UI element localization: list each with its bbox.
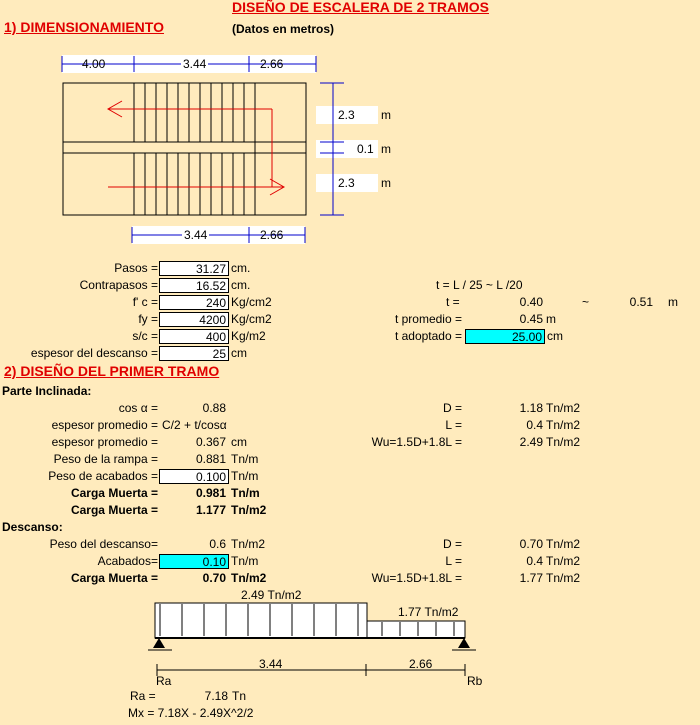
page-title: DISEÑO DE ESCALERA DE 2 TRAMOS (232, 0, 489, 15)
carga-muerta-unit: Tn/m (231, 486, 260, 500)
input-label-contrapasos: Contrapasos = (79, 278, 158, 292)
descanso-carga-muerta-label: Carga Muerta = (70, 571, 158, 585)
dim-right-2: 0.1 (357, 142, 374, 156)
landing-d-value: 0.70 (519, 537, 543, 551)
dim-top-1: 4.00 (82, 57, 106, 71)
dim-top-3: 2.66 (260, 57, 284, 71)
dim-bottom-1: 3.44 (184, 228, 208, 242)
carga-muerta-label: Carga Muerta = (70, 486, 158, 500)
descanso-carga-muerta-unit: Tn/m2 (231, 571, 267, 585)
input-label-sc: s/c = (132, 329, 158, 343)
peso-acabados-input[interactable]: 0.100 (159, 469, 229, 484)
contrapasos-unit: cm. (231, 278, 251, 292)
inclined-d-value: 1.18 (519, 401, 543, 415)
acabados-unit: Tn/m (231, 554, 259, 568)
dim-right-1-unit: m (381, 108, 391, 122)
espesor-descanso-unit: cm (231, 346, 247, 360)
inclined-wu-value: 2.49 (519, 435, 543, 449)
landing-d-unit: Tn/m2 (546, 537, 581, 551)
peso-rampa-value: 0.881 (195, 452, 226, 466)
ra-result-label: Ra = (130, 689, 156, 703)
t-adoptado-input[interactable]: 25.00 (465, 329, 545, 344)
input-label-fc: f' c = (132, 295, 158, 309)
peso-rampa-unit: Tn/m (231, 452, 259, 466)
t-promedio-value: 0.45 (519, 312, 543, 326)
landing-wu-value: 1.77 (519, 571, 543, 585)
t-promedio-unit: m (546, 312, 556, 326)
beam-load-1-label: 2.49 Tn/m2 (241, 588, 302, 602)
sc-input[interactable]: 400 (159, 329, 229, 344)
inclined-wu-unit: Tn/m2 (546, 435, 581, 449)
espesor-promedio-unit: cm (231, 435, 247, 449)
t-adoptado-unit: cm (547, 329, 563, 343)
carga-muerta-value: 0.981 (195, 486, 226, 500)
fy-unit: Kg/cm2 (231, 312, 272, 326)
inclined-wu-label: Wu=1.5D+1.8L = (371, 435, 462, 449)
landing-l-label: L = (445, 554, 462, 568)
beam-span-1: 3.44 (259, 657, 283, 671)
support-ra-label: Ra (156, 674, 172, 688)
ra-result-value: 7.18 (204, 689, 228, 703)
dim-right-3-unit: m (381, 176, 391, 190)
espesor-promedio-label-2: espesor promedio = (51, 435, 158, 449)
acabados-label: Acabados= (97, 554, 158, 568)
cos-alpha-value: 0.88 (202, 401, 226, 415)
espesor-descanso-input[interactable]: 25 (159, 346, 229, 361)
units-note: (Datos en metros) (232, 22, 335, 36)
dim-right-3: 2.3 (338, 176, 355, 190)
dim-bottom-2: 2.66 (260, 228, 284, 242)
espesor-promedio-label: espesor promedio = (51, 418, 158, 432)
t-max-value: 0.51 (629, 295, 653, 309)
support-rb-label: Rb (467, 674, 483, 688)
fc-input[interactable]: 240 (159, 295, 229, 310)
ra-result-unit: Tn (232, 689, 247, 703)
peso-descanso-label: Peso del descanso= (49, 537, 158, 551)
descanso-heading: Descanso: (2, 520, 63, 534)
landing-d-label: D = (442, 537, 462, 551)
beam-span-2: 2.66 (409, 657, 433, 671)
parte-inclinada-heading: Parte Inclinada: (2, 384, 92, 398)
descanso-carga-muerta-value: 0.70 (202, 571, 226, 585)
inclined-l-label: L = (445, 418, 462, 432)
peso-descanso-unit: Tn/m2 (231, 537, 266, 551)
cos-alpha-label: cos α = (118, 401, 158, 415)
peso-descanso-value: 0.6 (209, 537, 226, 551)
sc-unit: Kg/m2 (231, 329, 266, 343)
t-unit: m (668, 295, 678, 309)
landing-wu-unit: Tn/m2 (546, 571, 581, 585)
carga-muerta-unit-2: Tn/m2 (231, 503, 267, 517)
beam-load-2-label: 1.77 Tn/m2 (398, 605, 459, 619)
input-label-fy: fy = (138, 312, 158, 326)
landing-l-value: 0.4 (526, 554, 543, 568)
peso-acabados-label: Peso de acabados = (48, 469, 158, 483)
dim-right-1: 2.3 (338, 108, 355, 122)
inclined-d-unit: Tn/m2 (546, 401, 581, 415)
dim-top-2: 3.44 (183, 57, 207, 71)
input-label-pasos: Pasos = (114, 261, 158, 275)
t-tilde: ~ (582, 295, 590, 309)
inclined-d-label: D = (442, 401, 462, 415)
carga-muerta-value-2: 1.177 (195, 503, 226, 517)
dim-right-2-unit: m (381, 142, 391, 156)
landing-wu-label: Wu=1.5D+1.8L = (371, 571, 462, 585)
t-adoptado-label: t adoptado = (394, 329, 462, 343)
peso-acabados-unit: Tn/m (231, 469, 259, 483)
t-label: t = (446, 295, 460, 309)
inclined-l-value: 0.4 (526, 418, 543, 432)
fy-input[interactable]: 4200 (159, 312, 229, 327)
t-formula: t = L / 25 ~ L /20 (436, 278, 523, 292)
espesor-promedio-value: 0.367 (195, 435, 226, 449)
mx-equation: Mx = 7.18X - 2.49X^2/2 (128, 706, 254, 720)
section-1-title: 1) DIMENSIONAMIENTO (4, 19, 164, 35)
t-promedio-label: t promedio = (394, 312, 462, 326)
peso-rampa-label: Peso de la rampa = (53, 452, 158, 466)
landing-l-unit: Tn/m2 (546, 554, 581, 568)
input-label-espesor-descanso: espesor del descanso = (30, 346, 158, 360)
pasos-unit: cm. (231, 261, 251, 275)
pasos-input[interactable]: 31.27 (159, 261, 229, 276)
inclined-l-unit: Tn/m2 (546, 418, 581, 432)
acabados-input[interactable]: 0.10 (159, 554, 229, 569)
t-min-value: 0.40 (519, 295, 543, 309)
contrapasos-input[interactable]: 16.52 (159, 278, 229, 293)
carga-muerta-label-2: Carga Muerta = (70, 503, 158, 517)
fc-unit: Kg/cm2 (231, 295, 272, 309)
section-2-title: 2) DISEÑO DEL PRIMER TRAMO (4, 363, 220, 379)
espesor-promedio-formula: C/2 + t/cosα (162, 418, 227, 432)
